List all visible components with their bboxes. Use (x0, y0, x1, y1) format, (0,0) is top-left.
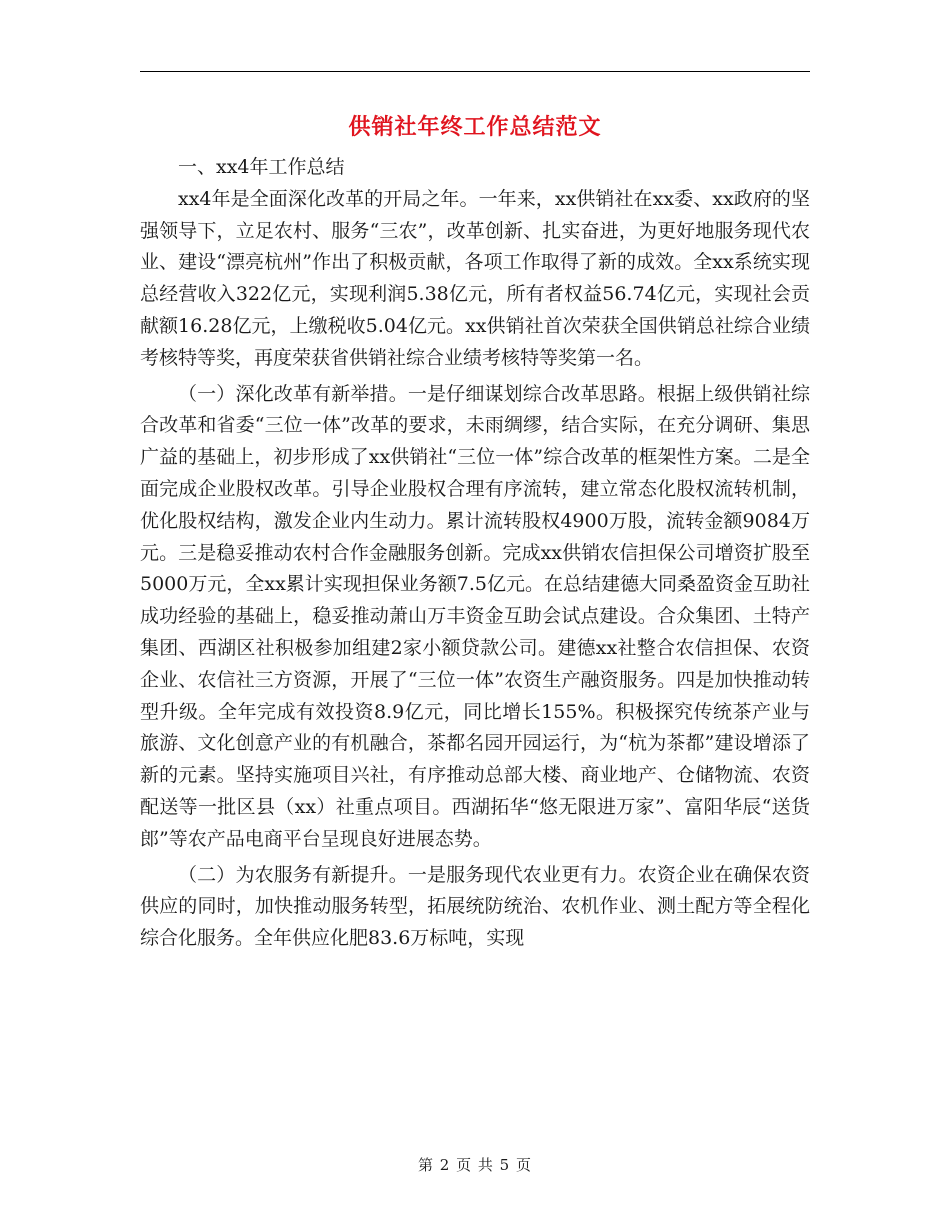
document-title: 供销社年终工作总结范文 (348, 114, 602, 140)
section-heading: 一、xx4年工作总结 (178, 156, 345, 178)
document-body (140, 152, 810, 955)
page-number: 第 2 页 共 5 页 (418, 1156, 532, 1174)
header-rule (140, 71, 810, 72)
paragraph-summary: xx4年是全面深化改革的开局之年。一年来，xx供销社在xx委、xx政府的坚强领导下，立足农村、服务“三农”，改革创新、扎实奋进，为更好地服务现代农业、建设“漂亮杭州”作出了积极贡献，各项工作取得了新的成效。全xx系统实现总经营收入322亿元，实现利润5.38亿元，所有者权益56.74亿元，实现社会贡献额16.28亿元，上缴税收5.04亿元。xx供销社首次荣获全国供销总社综合业绩考核特等奖，再度荣获省供销社综合业绩考核特等奖第一名。 (140, 187, 810, 369)
paragraph-reform: （一）深化改革有新举措。一是仔细谋划综合改革思路。根据上级供销社综合改革和省委“三位一体”改革的要求，未雨绸缪，结合实际，在充分调研、集思广益的基础上，初步形成了xx供销社“三位一体”综合改革的框架性方案。二是全面完成企业股权改革。引导企业股权合理有序流转，建立常态化股权流转机制，优化股权结构，激发企业内生动力。累计流转股权4900万股，流转金额9084万元。三是稳妥推动农村合作金融服务创新。完成xx供销农信担保公司增资扩股至5000万元，全xx累计实现担保业务额7.5亿元。在总结建德大同桑盈资金互助社成功经验的基础上，稳妥推动萧山万丰资金互助会试点建设。合众集团、土特产集团、西湖区社积极参加组建2家小额贷款公司。建德xx社整合农信担保、农资企业、农信社三方资源，开展了“三位一体”农资生产融资服务。四是加快推动转型升级。全年完成有效投资8.9亿元，同比增长155%。积极探究传统茶产业与旅游、文化创意产业的有机融合，茶都名园开园运行，为“杭为茶都”建设增添了新的元素。坚持实施项目兴社，有序推动总部大楼、商业地产、仓储物流、农资配送等一批区县（xx）社重点项目。西湖拓华“悠无限进万家”、富阳华辰“送货郎”等农产品电商平台呈现良好进展态势。 (140, 382, 811, 850)
paragraph-service: （二）为农服务有新提升。一是服务现代农业更有力。农资企业在确保农资供应的同时，加快推动服务转型，拓展统防统治、农机作业、测土配方等全程化综合化服务。全年供应化肥83.6万标吨，实现 (140, 863, 810, 950)
